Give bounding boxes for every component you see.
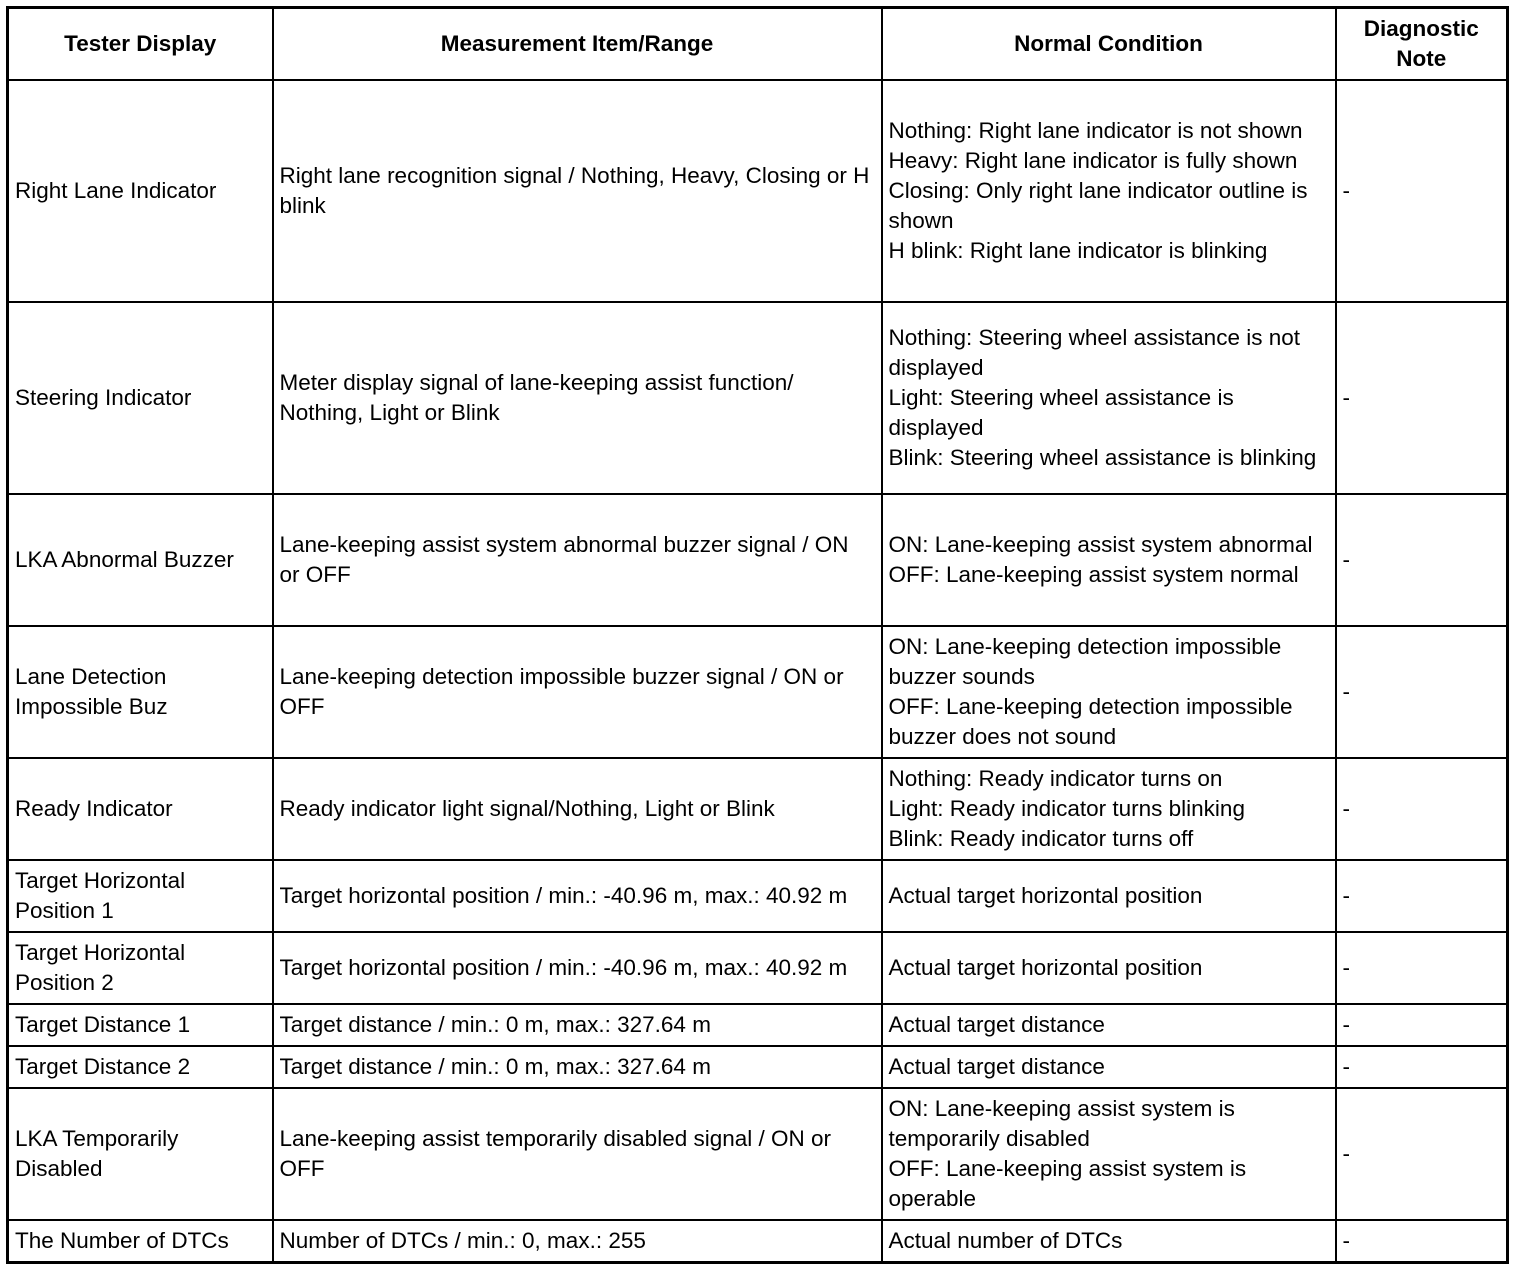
- cell-tester-display: LKA Abnormal Buzzer: [8, 494, 273, 626]
- cell-tester-display: Target Horizontal Position 2: [8, 932, 273, 1004]
- cell-normal-condition: [882, 1004, 1336, 1046]
- condition-line: Nothing: Right lane indicator is not shown: [888, 117, 1303, 143]
- condition-line: H blink: Right lane indicator is blinking: [888, 237, 1268, 263]
- cell-diagnostic-note: -: [1336, 80, 1508, 302]
- cell-tester-display: Ready Indicator: [8, 758, 273, 860]
- table-row: [8, 1046, 1508, 1088]
- header-diagnostic-note: Diagnostic Note: [1336, 8, 1508, 80]
- cell-measurement-item: Lane-keeping assist system abnormal buzzer signal / ON or OFF: [273, 494, 882, 626]
- condition-line: ON: Lane-keeping assist system abnormal: [888, 531, 1313, 557]
- table-row: [8, 932, 1508, 1004]
- cell-diagnostic-note: -: [1336, 1046, 1508, 1088]
- table-body: [8, 80, 1508, 1263]
- header-measurement-item: Measurement Item/Range: [273, 8, 882, 80]
- condition-line: Light: Steering wheel assistance is displayed: [888, 384, 1234, 440]
- cell-diagnostic-note: -: [1336, 1004, 1508, 1046]
- cell-measurement-item: Meter display signal of lane-keeping assist function/ Nothing, Light or Blink: [273, 302, 882, 494]
- condition-line: OFF: Lane-keeping detection impossible buzzer does not sound: [888, 694, 1293, 749]
- cell-normal-condition: [882, 80, 1336, 302]
- condition-line: Actual target horizontal position: [888, 955, 1203, 981]
- cell-diagnostic-note: -: [1336, 1088, 1508, 1220]
- cell-normal-condition: [882, 626, 1336, 758]
- table-row: [8, 860, 1508, 932]
- cell-normal-condition: [882, 1220, 1336, 1262]
- cell-measurement-item: Target horizontal position / min.: -40.96 m, max.: 40.92 m: [273, 932, 882, 1004]
- cell-normal-condition: [882, 1046, 1336, 1088]
- cell-tester-display: Target Distance 1: [8, 1004, 273, 1046]
- condition-line: Blink: Ready indicator turns off: [888, 826, 1194, 852]
- condition-line: Actual target distance: [888, 1054, 1105, 1080]
- cell-tester-display: Right Lane Indicator: [8, 80, 273, 302]
- cell-normal-condition: [882, 860, 1336, 932]
- header-row: [8, 8, 1508, 80]
- cell-tester-display: Lane Detection Impossible Buz: [8, 626, 273, 758]
- cell-normal-condition: [882, 758, 1336, 860]
- condition-line: Heavy: Right lane indicator is fully shown: [888, 147, 1298, 173]
- cell-normal-condition: [882, 932, 1336, 1004]
- cell-diagnostic-note: -: [1336, 302, 1508, 494]
- condition-line: OFF: Lane-keeping assist system normal: [888, 561, 1299, 587]
- cell-normal-condition: [882, 302, 1336, 494]
- cell-diagnostic-note: -: [1336, 626, 1508, 758]
- condition-line: Actual target horizontal position: [888, 883, 1203, 909]
- cell-tester-display: Target Distance 2: [8, 1046, 273, 1088]
- condition-line: OFF: Lane-keeping assist system is operable: [888, 1156, 1247, 1212]
- cell-diagnostic-note: -: [1336, 932, 1508, 1004]
- table-row: [8, 1088, 1508, 1220]
- cell-tester-display: Steering Indicator: [8, 302, 273, 494]
- cell-diagnostic-note: -: [1336, 860, 1508, 932]
- condition-line: Closing: Only right lane indicator outline is shown: [888, 177, 1308, 233]
- data-list-table: [6, 6, 1509, 1264]
- condition-line: Nothing: Steering wheel assistance is not displayed: [888, 324, 1300, 380]
- cell-normal-condition: [882, 1088, 1336, 1220]
- cell-measurement-item: Number of DTCs / min.: 0, max.: 255: [273, 1220, 882, 1262]
- cell-diagnostic-note: -: [1336, 758, 1508, 860]
- condition-line: ON: Lane-keeping detection impossible buzzer sounds: [888, 634, 1282, 689]
- header-normal-condition: Normal Condition: [882, 8, 1336, 80]
- table-row: [8, 758, 1508, 860]
- condition-line: Actual target distance: [888, 1012, 1105, 1038]
- cell-measurement-item: Lane-keeping detection impossible buzzer signal / ON or OFF: [273, 626, 882, 758]
- condition-line: Blink: Steering wheel assistance is blinking: [888, 444, 1317, 470]
- cell-tester-display: LKA Temporarily Disabled: [8, 1088, 273, 1220]
- cell-tester-display: Target Horizontal Position 1: [8, 860, 273, 932]
- cell-measurement-item: Ready indicator light signal/Nothing, Light or Blink: [273, 758, 882, 860]
- table-row: [8, 1220, 1508, 1262]
- cell-normal-condition: [882, 494, 1336, 626]
- table-row: [8, 80, 1508, 302]
- cell-measurement-item: Target distance / min.: 0 m, max.: 327.64 m: [273, 1046, 882, 1088]
- table-row: [8, 626, 1508, 758]
- table-row: [8, 1004, 1508, 1046]
- table-row: [8, 494, 1508, 626]
- condition-line: Actual number of DTCs: [888, 1228, 1123, 1254]
- cell-diagnostic-note: -: [1336, 1220, 1508, 1262]
- cell-tester-display: The Number of DTCs: [8, 1220, 273, 1262]
- condition-line: ON: Lane-keeping assist system is temporarily disabled: [888, 1096, 1235, 1152]
- header-tester-display: Tester Display: [8, 8, 273, 80]
- cell-measurement-item: Lane-keeping assist temporarily disabled signal / ON or OFF: [273, 1088, 882, 1220]
- cell-measurement-item: Target distance / min.: 0 m, max.: 327.64 m: [273, 1004, 882, 1046]
- cell-measurement-item: Target horizontal position / min.: -40.96 m, max.: 40.92 m: [273, 860, 882, 932]
- cell-diagnostic-note: -: [1336, 494, 1508, 626]
- condition-line: Light: Ready indicator turns blinking: [888, 796, 1245, 822]
- cell-measurement-item: Right lane recognition signal / Nothing, Heavy, Closing or H blink: [273, 80, 882, 302]
- condition-line: Nothing: Ready indicator turns on: [888, 766, 1223, 792]
- table-row: [8, 302, 1508, 494]
